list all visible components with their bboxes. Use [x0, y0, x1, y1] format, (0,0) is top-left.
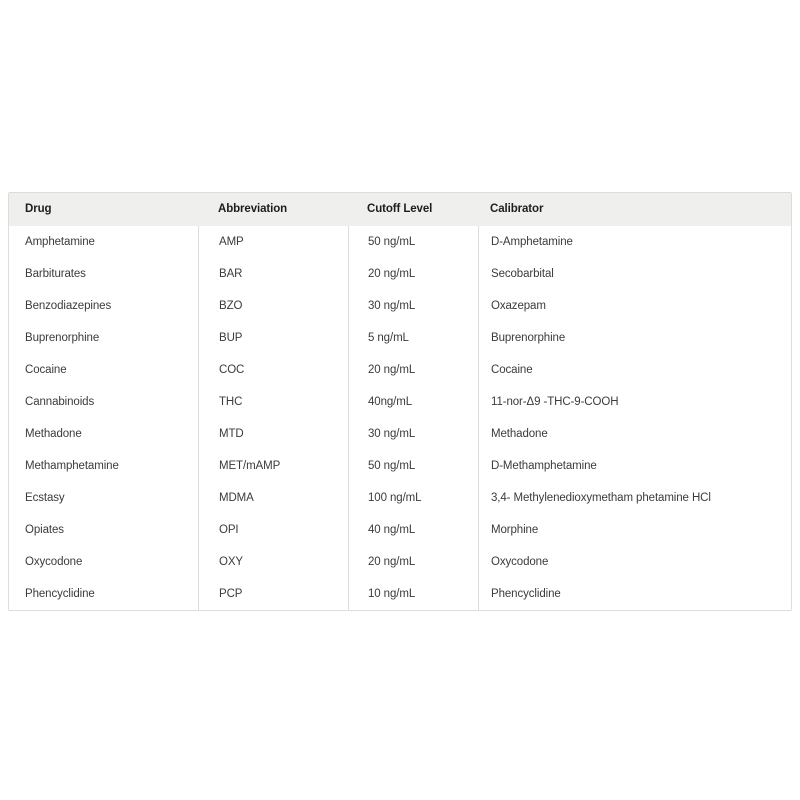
table-header-row — [9, 193, 791, 226]
cell-drug: Oxycodone — [25, 556, 83, 568]
column-header-cutoff-level: Cutoff Level — [367, 203, 433, 215]
cell-cutoff-level: 50 ng/mL — [348, 450, 478, 482]
table-row — [9, 578, 791, 610]
cell-drug: Cocaine — [25, 364, 67, 376]
cell-calibrator: Methadone — [478, 418, 791, 450]
table-row — [9, 450, 791, 482]
cell-calibrator: 3,4- Methylenedioxymetham phetamine HCl — [478, 482, 791, 514]
cell-calibrator: Secobarbital — [478, 258, 791, 290]
cell-cutoff-level: 30 ng/mL — [348, 418, 478, 450]
cell-drug: Cannabinoids — [25, 396, 95, 408]
cell-abbreviation: COC — [198, 354, 348, 386]
cell-calibrator: Buprenorphine — [478, 322, 791, 354]
cell-drug: Buprenorphine — [25, 332, 100, 344]
cell-abbreviation: PCP — [198, 578, 348, 610]
column-header-abbreviation: Abbreviation — [218, 203, 288, 215]
table-row — [9, 290, 791, 322]
cell-cutoff-level: 40ng/mL — [348, 386, 478, 418]
cell-abbreviation: BUP — [198, 322, 348, 354]
cell-calibrator: Oxycodone — [478, 546, 791, 578]
cell-calibrator: Cocaine — [478, 354, 791, 386]
table-row — [9, 418, 791, 450]
cell-drug: Methamphetamine — [25, 460, 119, 472]
cell-abbreviation: BAR — [198, 258, 348, 290]
cell-calibrator: D-Amphetamine — [478, 226, 791, 258]
column-header-drug: Drug — [25, 203, 52, 215]
table-row — [9, 226, 791, 258]
cell-drug: Ecstasy — [25, 492, 65, 504]
table-row — [9, 482, 791, 514]
cell-abbreviation: BZO — [198, 290, 348, 322]
cell-abbreviation: MDMA — [198, 482, 348, 514]
cell-cutoff-level: 100 ng/mL — [348, 482, 478, 514]
cell-cutoff-level: 30 ng/mL — [348, 290, 478, 322]
cell-abbreviation: THC — [198, 386, 348, 418]
cell-calibrator: D-Methamphetamine — [478, 450, 791, 482]
table-row — [9, 386, 791, 418]
table-row — [9, 322, 791, 354]
cell-cutoff-level: 50 ng/mL — [348, 226, 478, 258]
table-row — [9, 546, 791, 578]
cell-cutoff-level: 5 ng/mL — [348, 322, 478, 354]
cell-abbreviation: MET/mAMP — [198, 450, 348, 482]
table-row — [9, 514, 791, 546]
cell-calibrator: Oxazepam — [478, 290, 791, 322]
cell-abbreviation: MTD — [198, 418, 348, 450]
cell-abbreviation: OXY — [198, 546, 348, 578]
cell-drug: Barbiturates — [25, 268, 86, 280]
cell-abbreviation: OPI — [198, 514, 348, 546]
table-row — [9, 258, 791, 290]
cell-calibrator: Morphine — [478, 514, 791, 546]
cell-drug: Methadone — [25, 428, 82, 440]
table-row — [9, 354, 791, 386]
cell-cutoff-level: 10 ng/mL — [348, 578, 478, 610]
cell-calibrator: Phencyclidine — [478, 578, 791, 610]
cell-drug: Opiates — [25, 524, 64, 536]
cell-drug: Phencyclidine — [25, 588, 95, 600]
cell-drug: Benzodiazepines — [25, 300, 112, 312]
table-body — [9, 226, 791, 610]
cell-cutoff-level: 20 ng/mL — [348, 258, 478, 290]
cell-calibrator: 11-nor-Δ9 -THC-9-COOH — [478, 386, 791, 418]
cell-drug: Amphetamine — [25, 236, 95, 248]
cell-cutoff-level: 20 ng/mL — [348, 354, 478, 386]
drug-test-spec-table — [8, 192, 792, 611]
cell-abbreviation: AMP — [198, 226, 348, 258]
column-header-calibrator: Calibrator — [490, 203, 544, 215]
cell-cutoff-level: 40 ng/mL — [348, 514, 478, 546]
cell-cutoff-level: 20 ng/mL — [348, 546, 478, 578]
